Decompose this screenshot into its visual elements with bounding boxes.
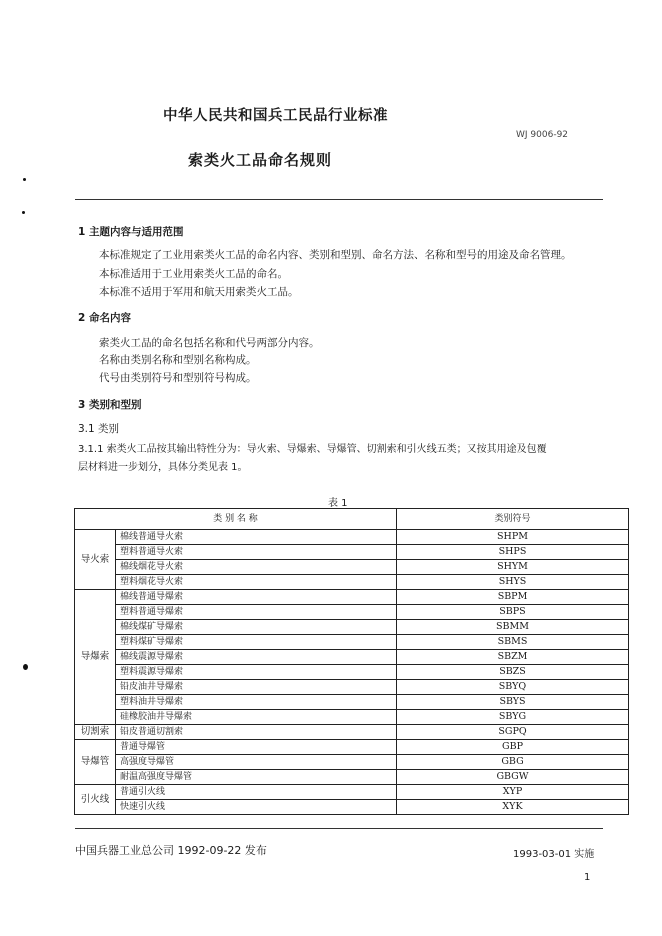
category-name-cell: 棉线震源导爆索 bbox=[116, 650, 397, 665]
table-row bbox=[75, 680, 629, 695]
group-cell: 切割索 bbox=[75, 725, 116, 740]
group-cell: 导爆管 bbox=[75, 740, 116, 785]
category-code-cell: SBZM bbox=[397, 650, 629, 665]
section-1-heading: 1 主题内容与适用范围 bbox=[78, 226, 184, 238]
category-table bbox=[74, 508, 629, 815]
section-1-para-2: 本标准适用于工业用索类火工品的命名。 bbox=[99, 268, 288, 280]
category-code-cell: SBYS bbox=[397, 695, 629, 710]
subsection-3-1-1-line-1: 3.1.1 索类火工品按其输出特性分为：导火索、导爆索、导爆管、切割索和引火线五类；又按其用途及包覆 bbox=[78, 444, 547, 455]
category-code-cell: SBPS bbox=[397, 605, 629, 620]
category-code-cell: SBYG bbox=[397, 710, 629, 725]
category-name-cell: 硅橡胶油井导爆索 bbox=[116, 710, 397, 725]
standard-code: WJ 9006-92 bbox=[516, 130, 569, 140]
group-cell: 导火索 bbox=[75, 530, 116, 590]
table-row bbox=[75, 650, 629, 665]
table-row bbox=[75, 620, 629, 635]
category-name-cell: 棉线烟花导火索 bbox=[116, 560, 397, 575]
category-name-cell: 铅皮普通切割索 bbox=[116, 725, 397, 740]
section-3-heading: 3 类别和型别 bbox=[78, 399, 142, 411]
table-row bbox=[75, 740, 629, 755]
category-name-cell: 塑料油井导爆索 bbox=[116, 695, 397, 710]
table-row bbox=[75, 710, 629, 725]
category-code-cell: XYP bbox=[397, 785, 629, 800]
table-row bbox=[75, 530, 629, 545]
header-category-code: 类别符号 bbox=[397, 509, 629, 530]
category-name-cell: 高强度导爆管 bbox=[116, 755, 397, 770]
category-name-cell: 棉线普通导火索 bbox=[116, 530, 397, 545]
category-code-cell: GBG bbox=[397, 755, 629, 770]
section-2-para-2: 名称由类别名称和型别名称构成。 bbox=[99, 354, 257, 366]
category-name-cell: 塑料煤矿导爆索 bbox=[116, 635, 397, 650]
organization-title: 中华人民共和国兵工民品行业标准 bbox=[163, 108, 388, 124]
table-row bbox=[75, 605, 629, 620]
subsection-3-1-1-line-2: 层材料进一步划分，具体分类见表 1。 bbox=[78, 462, 248, 473]
table-row bbox=[75, 545, 629, 560]
header-category-name: 类 别 名 称 bbox=[75, 509, 397, 530]
table-row bbox=[75, 725, 629, 740]
section-2-heading: 2 命名内容 bbox=[78, 312, 131, 324]
table-row bbox=[75, 560, 629, 575]
table-row bbox=[75, 770, 629, 785]
table-row bbox=[75, 785, 629, 800]
group-cell: 引火线 bbox=[75, 785, 116, 815]
category-code-cell: SBMS bbox=[397, 635, 629, 650]
subsection-3-1: 3.1 类别 bbox=[78, 423, 120, 435]
table-row bbox=[75, 800, 629, 815]
category-code-cell: SBZS bbox=[397, 665, 629, 680]
category-name-cell: 快速引火线 bbox=[116, 800, 397, 815]
section-2-para-1: 索类火工品的命名包括名称和代号两部分内容。 bbox=[99, 337, 320, 349]
category-name-cell: 普通引火线 bbox=[116, 785, 397, 800]
table-row bbox=[75, 590, 629, 605]
issuer-line: 中国兵器工业总公司 1992-09-22 发布 bbox=[75, 844, 267, 857]
category-name-cell: 普通导爆管 bbox=[116, 740, 397, 755]
table-header-row bbox=[75, 509, 629, 530]
category-name-cell: 塑料震源导爆索 bbox=[116, 665, 397, 680]
table-row bbox=[75, 635, 629, 650]
category-name-cell: 塑料普通导爆索 bbox=[116, 605, 397, 620]
effective-date: 1993-03-01 实施 bbox=[513, 849, 595, 860]
top-divider bbox=[75, 199, 603, 200]
category-name-cell: 塑料普通导火索 bbox=[116, 545, 397, 560]
table-row bbox=[75, 695, 629, 710]
scan-speck bbox=[23, 664, 28, 670]
category-code-cell: GBP bbox=[397, 740, 629, 755]
category-name-cell: 塑料烟花导火索 bbox=[116, 575, 397, 590]
category-code-cell: SBYQ bbox=[397, 680, 629, 695]
category-name-cell: 棉线煤矿导爆索 bbox=[116, 620, 397, 635]
table-row bbox=[75, 755, 629, 770]
category-name-cell: 铅皮油井导爆索 bbox=[116, 680, 397, 695]
page-number: 1 bbox=[584, 872, 591, 883]
scan-speck bbox=[22, 211, 25, 214]
scan-speck bbox=[23, 178, 26, 181]
category-code-cell: SHYM bbox=[397, 560, 629, 575]
category-code-cell: GBGW bbox=[397, 770, 629, 785]
section-1-para-3: 本标准不适用于军用和航天用索类火工品。 bbox=[99, 286, 299, 298]
category-code-cell: SGPQ bbox=[397, 725, 629, 740]
group-cell: 导爆索 bbox=[75, 590, 116, 725]
category-code-cell: SHYS bbox=[397, 575, 629, 590]
category-code-cell: SHPM bbox=[397, 530, 629, 545]
document-title: 索类火工品命名规则 bbox=[188, 151, 333, 169]
category-code-cell: XYK bbox=[397, 800, 629, 815]
table-row bbox=[75, 665, 629, 680]
bottom-divider bbox=[75, 828, 603, 829]
category-name-cell: 耐温高强度导爆管 bbox=[116, 770, 397, 785]
section-1-para-1: 本标准规定了工业用索类火工品的命名内容、类别和型别、命名方法、名称和型号的用途及命名管理。 bbox=[99, 249, 572, 261]
category-code-cell: SBMM bbox=[397, 620, 629, 635]
category-name-cell: 棉线普通导爆索 bbox=[116, 590, 397, 605]
category-code-cell: SBPM bbox=[397, 590, 629, 605]
category-code-cell: SHPS bbox=[397, 545, 629, 560]
table-row bbox=[75, 575, 629, 590]
table-caption: 表 1 bbox=[328, 498, 348, 509]
section-2-para-3: 代号由类别符号和型别符号构成。 bbox=[99, 372, 257, 384]
